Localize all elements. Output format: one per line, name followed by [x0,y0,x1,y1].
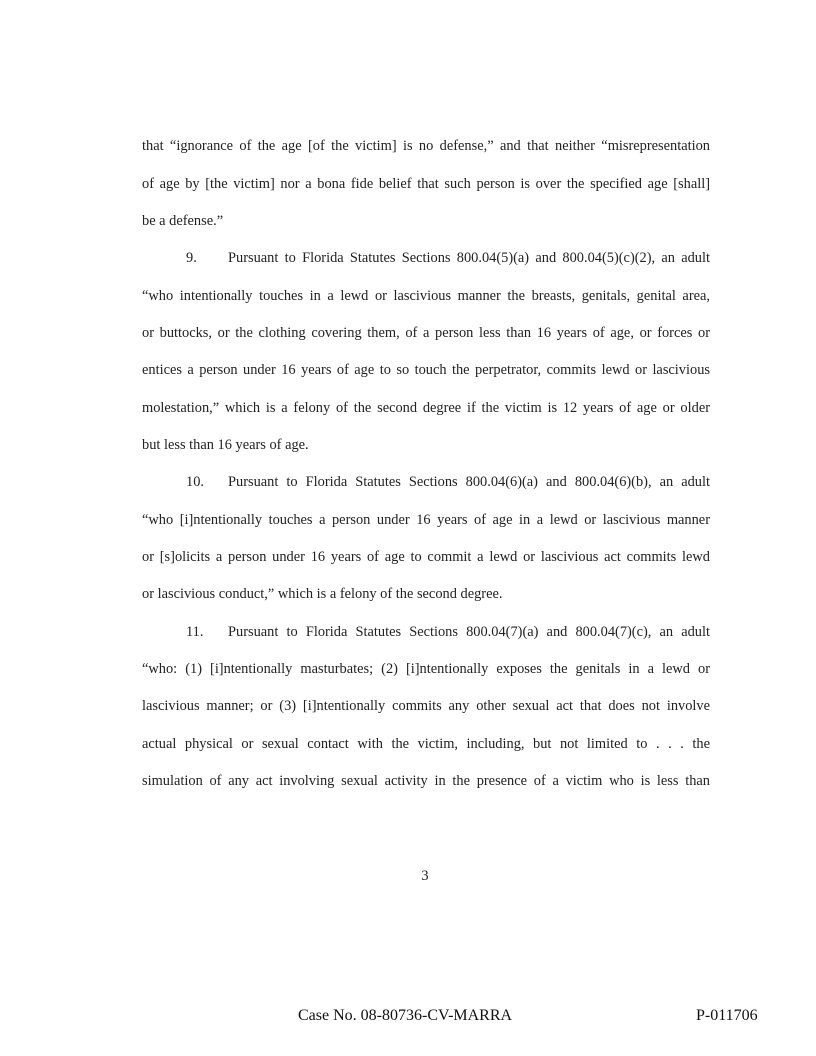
body-line-12: or [s]olicits a person under 16 years of age to commit a lewd or lascivious act commits lewd [142,549,710,565]
paragraph-number-11: 11. [186,624,204,640]
body-line-11: “who [i]ntentionally touches a person under 16 years of age in a lewd or lascivious manner [142,512,710,528]
body-line-1: that “ignorance of the age [of the victim] is no defense,” and that neither “misrepresentation [142,138,710,154]
body-line-5: “who intentionally touches in a lewd or lascivious manner the breasts, genitals, genital area, [142,288,710,304]
paragraph-number-10: 10. [186,474,204,490]
paragraph-11-line-1: Pursuant to Florida Statutes Sections 800.04(7)(a) and 800.04(7)(c), an adult [228,624,710,640]
body-line-17: actual physical or sexual contact with the victim, including, but not limited to . . . the [142,736,710,752]
body-line-16: lascivious manner; or (3) [i]ntentionally commits any other sexual act that does not involve [142,698,710,714]
body-line-18: simulation of any act involving sexual activity in the presence of a victim who is less than [142,773,710,789]
paragraph-10-line-1: Pursuant to Florida Statutes Sections 800.04(6)(a) and 800.04(6)(b), an adult [228,474,710,490]
page-number: 3 [421,868,429,884]
body-line-2: of age by [the victim] nor a bona fide belief that such person is over the specified age [shall] [142,176,710,192]
body-line-6: or buttocks, or the clothing covering them, of a person less than 16 years of age, or forces or [142,325,710,341]
body-line-13: or lascivious conduct,” which is a felony of the second degree. [142,586,503,602]
paragraph-10-first-line [142,472,710,492]
body-line-7: entices a person under 16 years of age to so touch the perpetrator, commits lewd or lascivious [142,362,710,378]
paragraph-11-first-line [142,622,710,642]
body-line-15: “who: (1) [i]ntentionally masturbates; (2) [i]ntentionally exposes the genitals in a lewd or [142,661,710,677]
body-line-9: but less than 16 years of age. [142,437,309,453]
body-line-8: molestation,” which is a felony of the second degree if the victim is 12 years of age or older [142,400,710,416]
paragraph-9-line-1: Pursuant to Florida Statutes Sections 800.04(5)(a) and 800.04(5)(c)(2), an adult [228,250,710,266]
body-line-3: be a defense.” [142,213,224,229]
footer-case-number: Case No. 08-80736-CV-MARRA [298,1007,513,1024]
paragraph-9-first-line [142,248,710,268]
paragraph-number-9: 9. [186,250,197,266]
footer-bates-number: P-011706 [696,1007,758,1024]
